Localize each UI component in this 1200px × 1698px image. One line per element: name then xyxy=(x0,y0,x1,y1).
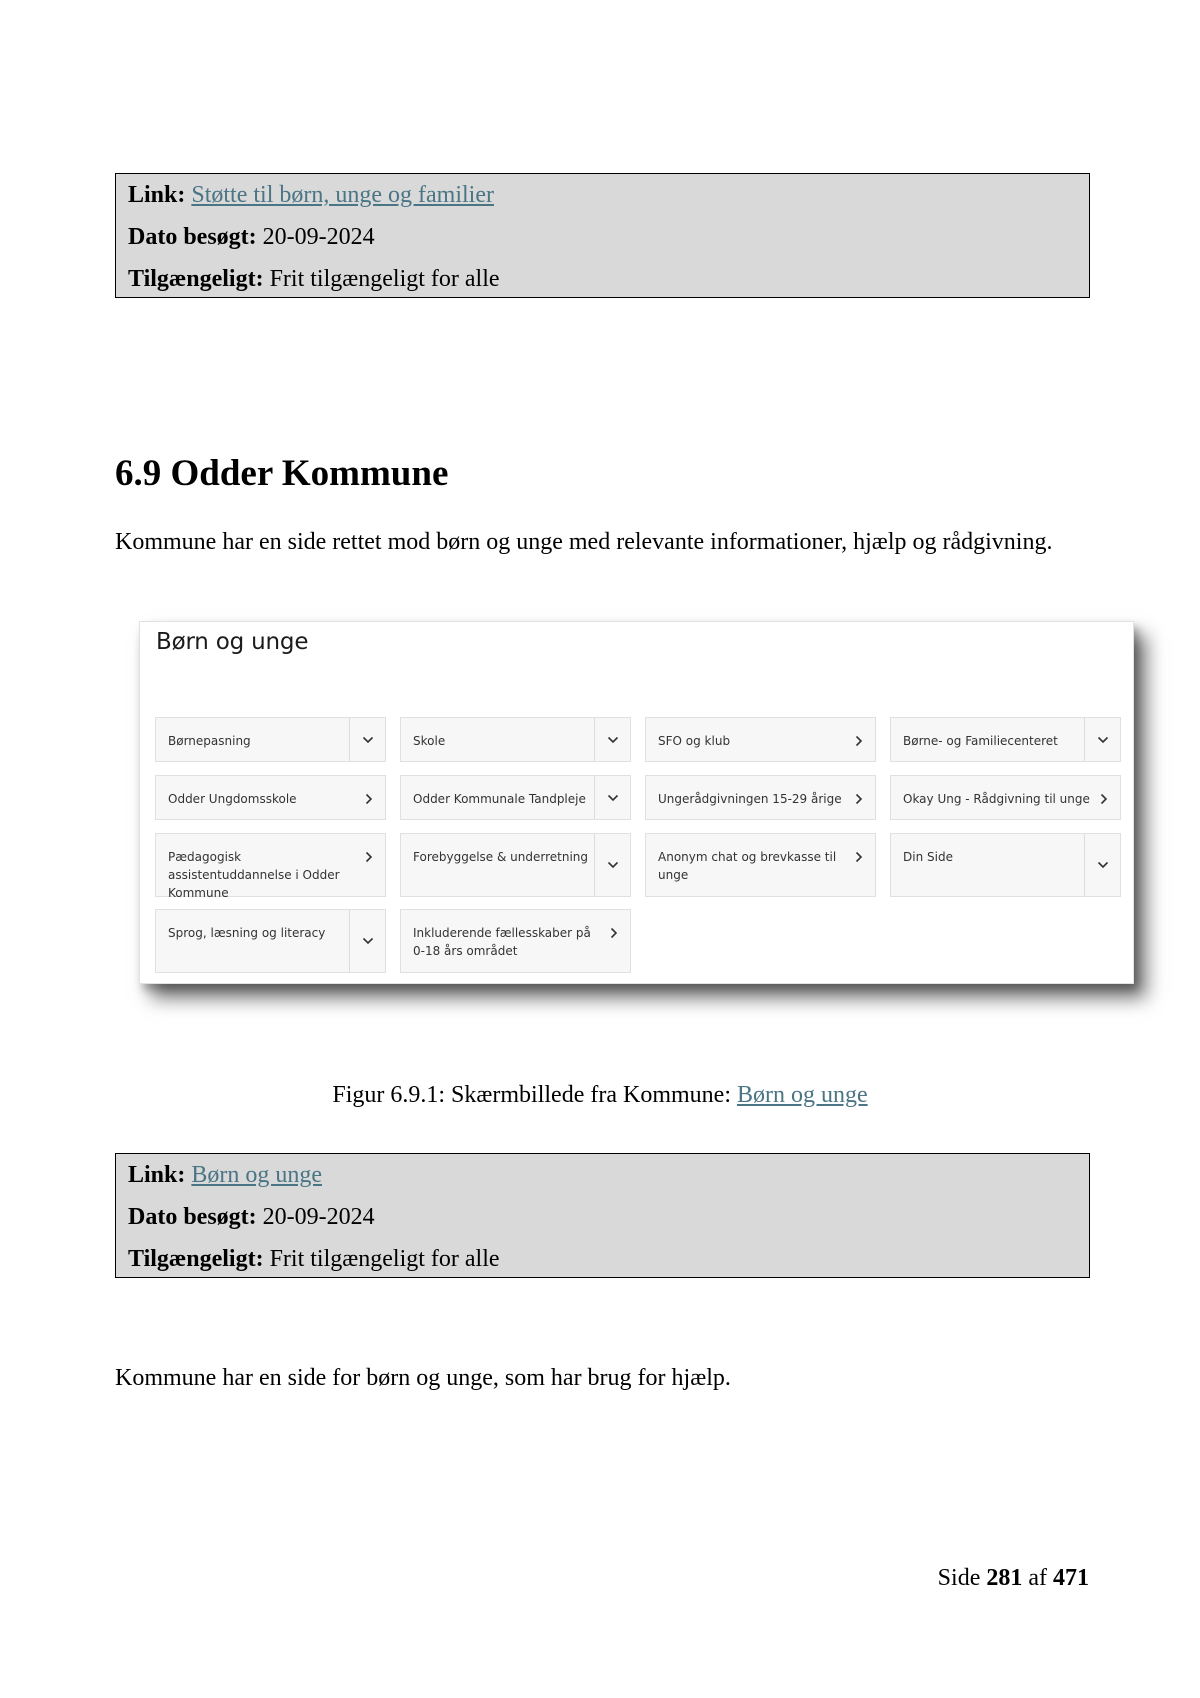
nav-card[interactable] xyxy=(155,833,386,900)
nav-card-label: Pædagogisk assistentuddannelse i Odder Kommune xyxy=(168,850,340,900)
nav-card[interactable] xyxy=(400,775,631,820)
nav-card-label: Anonym chat og brevkasse til unge xyxy=(658,850,837,882)
date-value: 20-09-2024 xyxy=(262,1204,375,1230)
access-label: Tilgængeligt: xyxy=(128,266,264,292)
link-row xyxy=(128,174,1077,216)
page-prefix: Side xyxy=(937,1565,981,1591)
info-box-bottom xyxy=(115,1153,1090,1278)
chevron-right-icon[interactable] xyxy=(852,789,866,809)
chevron-right-icon[interactable] xyxy=(362,847,376,867)
figure-caption xyxy=(0,1079,1200,1111)
link-born-og-unge[interactable]: Børn og unge xyxy=(191,1162,323,1188)
nav-card[interactable] xyxy=(400,717,631,762)
nav-card[interactable] xyxy=(155,775,386,820)
date-label: Dato besøgt: xyxy=(128,224,257,250)
closing-paragraph: Kommune har en side for børn og unge, som har brug for hjælp. xyxy=(115,1365,731,1391)
nav-card-label: Børne- og Familiecenteret xyxy=(903,734,1058,748)
date-row xyxy=(128,216,1077,258)
chevron-right-icon[interactable] xyxy=(362,789,376,809)
nav-card[interactable] xyxy=(155,717,386,762)
chevron-right-icon[interactable] xyxy=(1097,789,1111,809)
screenshot-page xyxy=(140,622,1133,983)
screenshot-title: Børn og unge xyxy=(156,629,309,655)
chevron-right-icon[interactable] xyxy=(607,923,621,943)
access-value: Frit tilgængeligt for alle xyxy=(269,1246,500,1272)
nav-card[interactable] xyxy=(890,775,1121,820)
date-label: Dato besøgt: xyxy=(128,1204,257,1230)
nav-card-label: Forebyggelse & underretning xyxy=(413,850,589,864)
nav-card-label: Odder Kommunale Tandpleje xyxy=(413,792,586,806)
date-value: 20-09-2024 xyxy=(262,224,375,250)
chevron-down-icon[interactable] xyxy=(594,718,630,761)
nav-card[interactable] xyxy=(645,833,876,897)
chevron-down-icon[interactable] xyxy=(594,834,630,896)
access-row xyxy=(128,258,1077,300)
nav-card[interactable] xyxy=(645,775,876,820)
chevron-down-icon[interactable] xyxy=(594,776,630,819)
caption-link[interactable]: Børn og unge xyxy=(736,1082,868,1108)
date-row xyxy=(128,1196,1077,1238)
nav-card[interactable] xyxy=(400,833,631,897)
chevron-right-icon[interactable] xyxy=(852,731,866,751)
nav-card-label: Din Side xyxy=(903,850,953,864)
access-label: Tilgængeligt: xyxy=(128,1246,264,1272)
nav-card-label: Odder Ungdomsskole xyxy=(168,792,297,806)
chevron-down-icon[interactable] xyxy=(1084,718,1120,761)
page-current: 281 xyxy=(986,1565,1023,1591)
link-label: Link: xyxy=(128,1162,186,1188)
page-separator: af xyxy=(1028,1565,1047,1591)
link-row xyxy=(128,1154,1077,1196)
nav-card-label: Ungerådgivningen 15-29 årige xyxy=(658,792,842,806)
nav-card-label: SFO og klub xyxy=(658,734,731,748)
chevron-down-icon[interactable] xyxy=(349,910,385,972)
nav-card[interactable] xyxy=(400,909,631,973)
nav-card[interactable] xyxy=(890,833,1121,897)
info-box-top xyxy=(115,173,1090,298)
chevron-right-icon[interactable] xyxy=(852,847,866,867)
nav-card[interactable] xyxy=(155,909,386,973)
section-intro: Kommune har en side rettet mod børn og unge med relevante informationer, hjælp og rådgivning. xyxy=(115,529,1053,555)
figure-screenshot xyxy=(139,621,1134,984)
nav-card-label: Sprog, læsning og literacy xyxy=(168,926,326,940)
nav-card-label: Skole xyxy=(413,734,446,748)
page-total: 471 xyxy=(1053,1565,1089,1591)
nav-card-label: Inkluderende fællesskaber på 0-18 års området xyxy=(413,926,591,958)
section-heading: 6.9 Odder Kommune xyxy=(115,453,449,494)
caption-prefix: Figur 6.9.1: Skærmbillede fra Kommune: xyxy=(332,1082,731,1108)
nav-card-label: Børnepasning xyxy=(168,734,251,748)
chevron-down-icon[interactable] xyxy=(1084,834,1120,896)
link-stotte-til-born[interactable]: Støtte til børn, unge og familier xyxy=(191,182,494,208)
nav-card[interactable] xyxy=(645,717,876,762)
chevron-down-icon[interactable] xyxy=(349,718,385,761)
nav-card-label: Okay Ung - Rådgivning til unge xyxy=(903,792,1090,806)
page-number xyxy=(938,1562,1089,1594)
link-label: Link: xyxy=(128,182,186,208)
access-value: Frit tilgængeligt for alle xyxy=(269,266,500,292)
nav-card[interactable] xyxy=(890,717,1121,762)
access-row xyxy=(128,1238,1077,1280)
